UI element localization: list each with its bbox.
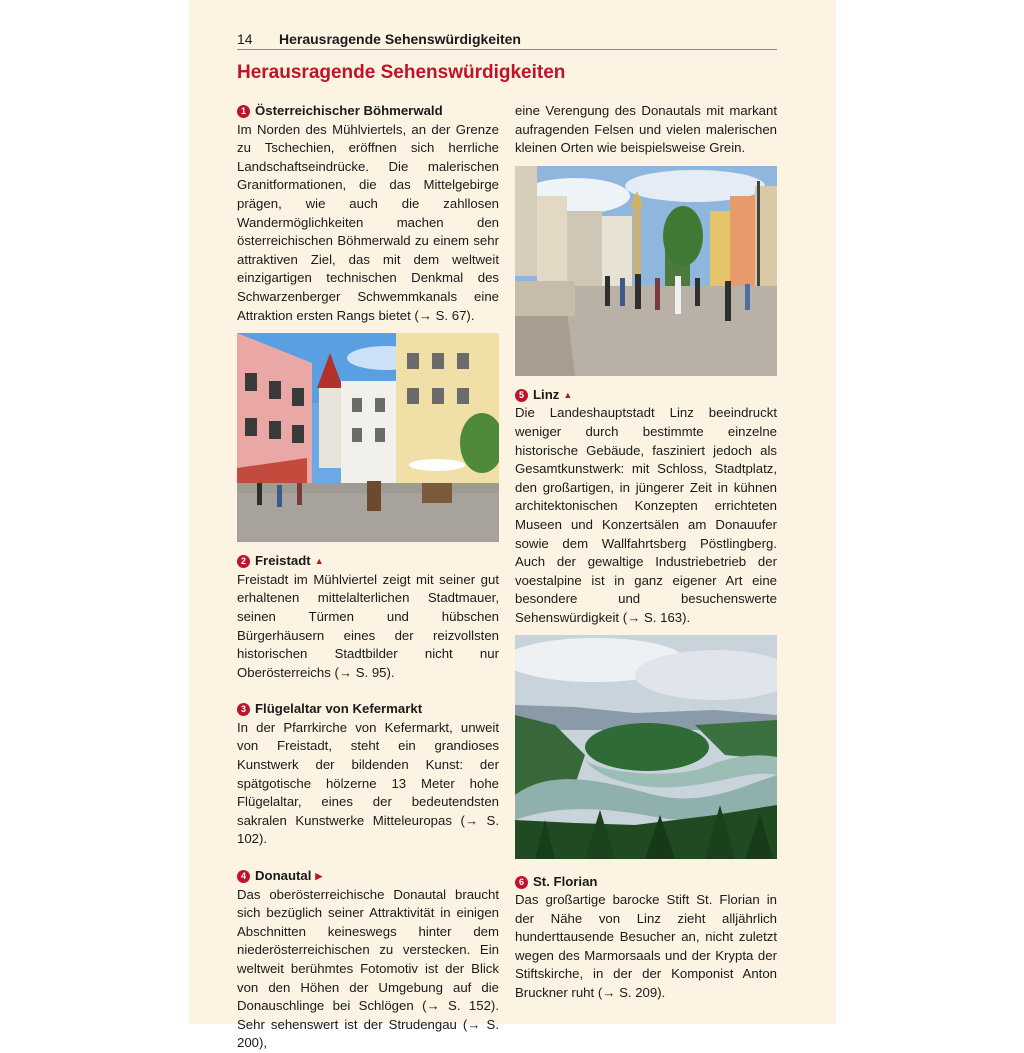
entry-number-badge: 2	[237, 555, 250, 568]
entry-heading	[237, 700, 499, 719]
book-page	[189, 0, 836, 1051]
running-head	[237, 30, 777, 50]
photo-freistadt	[237, 333, 499, 542]
triangle-up-icon: ▲	[563, 389, 573, 400]
page-number: 14	[237, 31, 253, 47]
entry-body: Das oberösterreichische Donautal braucht sich bezüglich seiner Attraktivität in einigen Abschnitten keineswegs hinter dem niederösterreichischen zu verstecken. Ein weltweit berühmtes Fotomotiv ist der Blick von den Höhen der Umgebung auf die Donauschlinge bei Schlögen (→ S. 152). Sehr sehenswert ist der Strudengau (→ S. 200),	[237, 886, 499, 1051]
donauschlinge-landscape-image	[515, 635, 777, 859]
entry-body-continuation: eine Verengung des Donautals mit markant aufragenden Felsen und vielen malerischen kleinen Orten wie beispielsweise Grein.	[515, 103, 777, 156]
triangle-up-icon: ▲	[314, 556, 324, 567]
entry-body: Das großartige barocke Stift St. Florian in der Nähe von Linz zieht alljährlich hunderttausende Besucher an, nicht zuletzt wegen des Marmorsaals und der Krypta der Stiftskirche, in der der Komponist Anton Bruckner ruht (→ S. 209).	[515, 892, 777, 1001]
entry-kefermarkt	[237, 700, 499, 849]
entry-number-badge: 6	[515, 876, 528, 889]
entry-heading	[515, 873, 777, 892]
entry-linz	[515, 386, 777, 628]
entry-number-badge: 3	[237, 703, 250, 716]
entry-number-badge: 1	[237, 105, 250, 118]
entry-title: Donautal	[255, 868, 312, 884]
freistadt-town-square-image	[237, 333, 499, 542]
entry-title: Flügelaltar von Kefermarkt	[255, 701, 423, 717]
entry-freistadt	[237, 552, 499, 682]
entry-heading	[237, 102, 499, 121]
entry-body: Im Norden des Mühlviertels, an der Grenze zu Tschechien, eröffnen sich herrliche Landschaftseindrücke. Die malerischen Granitformationen, die das Mittelgebirge prägen, wie auch die zahllosen Wandermöglichkeiten machen den österreichischen Böhmerwald zu einem sehr attraktiven Ziel, das mit dem weltweit einzigartigen technischen Denkmal des Schwarzenberger Schwemmkanals eine Attraktion ersten Rangs bietet (→ S. 67).	[237, 121, 499, 323]
entry-number-badge: 5	[515, 389, 528, 402]
entry-donautal	[237, 867, 499, 1053]
entry-heading	[237, 867, 499, 886]
entry-body: Freistadt im Mühlviertel zeigt mit seiner gut erhaltenen mittelalterlichen Stadtmauer, seinen Türmen und hübschen Bürgerhäusern eines der reizvollsten historischen Stadtbilder nicht nur Oberösterreichs (→ S. 95).	[237, 571, 499, 680]
chapter-title: Herausragende Sehenswürdigkeiten	[237, 62, 566, 83]
entry-title: Linz	[533, 386, 560, 402]
photo-donauschlinge	[515, 635, 777, 859]
left-column	[237, 102, 499, 1053]
entry-bohmerwald	[237, 102, 499, 325]
linz-hauptplatz-image	[515, 166, 777, 376]
entry-st-florian	[515, 873, 777, 1003]
entry-title: Freistadt	[255, 553, 311, 569]
entry-heading	[237, 552, 499, 571]
entry-title: St. Florian	[533, 873, 598, 889]
right-column	[515, 102, 777, 1003]
entry-body: Die Landeshauptstadt Linz beeindruckt weniger durch bestimmte einzelne historische Gebäude, fasziniert jedoch als Gesamtkunstwerk: mit Schloss, Stadtplatz, den großartigen, in jüngerer Zeit in kühnen architektonischen Konzepten errichteten Museen und Konzertsälen am Donauufer sowie dem Wallfahrtsberg Pöstlingberg. Auch der gewaltige Industriebetrieb der voestalpine ist in ganz eigener Art eine besondere und besuchenswerte Sehenswürdigkeit (→ S. 163).	[515, 405, 777, 625]
entry-body: In der Pfarrkirche von Kefermarkt, unweit von Freistadt, steht ein grandioses Kunstwerk der bildenden Kunst: der spätgotische hölzerne 13 Meter hohe Flügelaltar, eines der bedeutendsten sakralen Kunstwerke Mitteleuropas (→ S. 102).	[237, 719, 499, 847]
entry-heading	[515, 386, 777, 405]
running-head-title: Herausragende Sehenswürdigkeiten	[279, 31, 521, 47]
entry-number-badge: 4	[237, 870, 250, 883]
triangle-right-icon: ▶	[315, 871, 323, 882]
entry-title: Österreichischer Böhmerwald	[255, 103, 443, 118]
photo-linz	[515, 166, 777, 376]
